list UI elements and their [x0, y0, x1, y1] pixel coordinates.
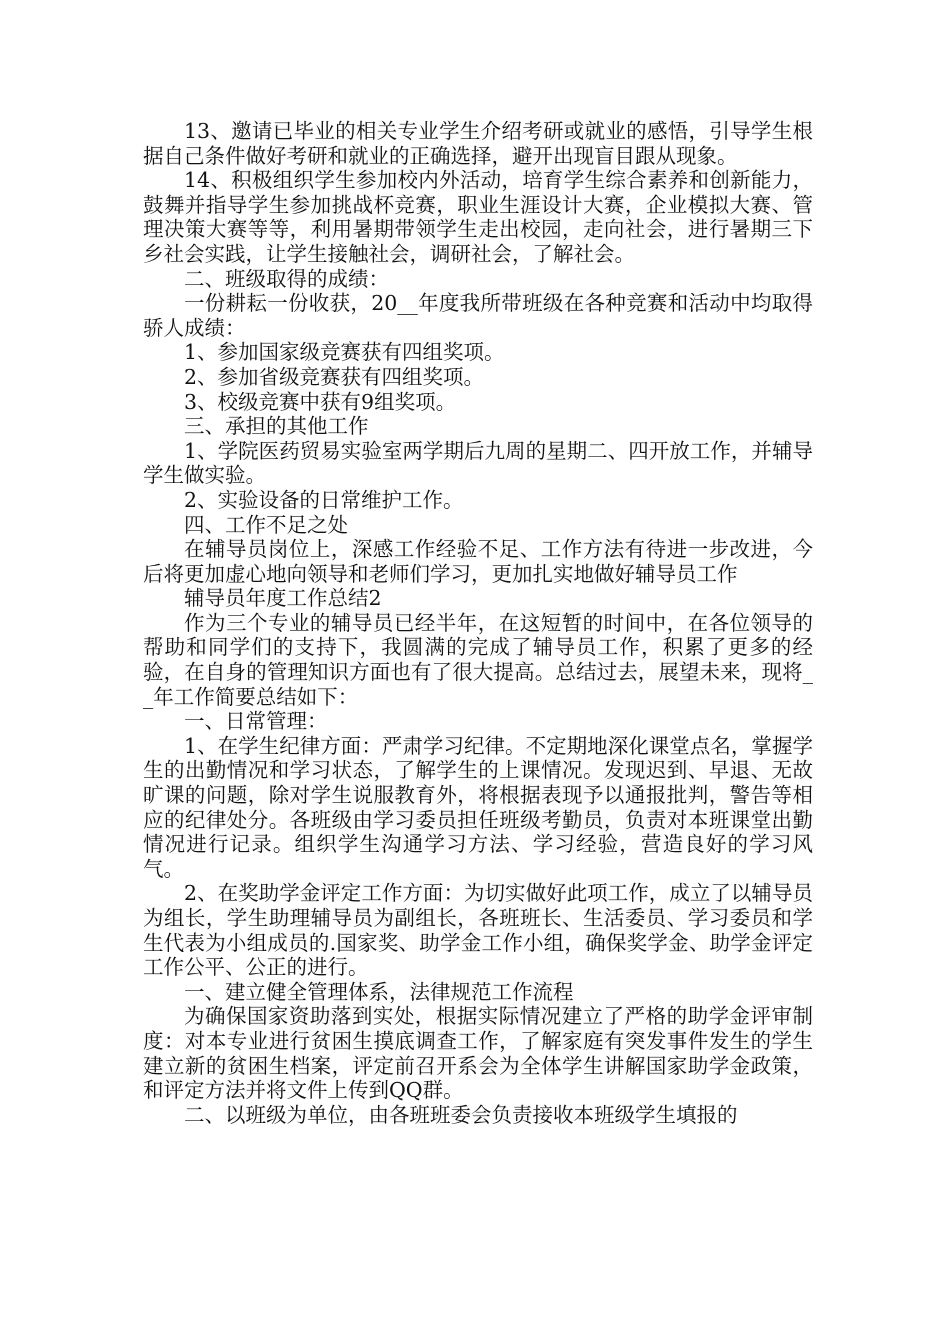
- list-item: 1、参加国家级竞赛获有四组奖项。: [184, 340, 505, 365]
- list-item: 1、在学生纪律方面：严肃学习纪律。不定期地深化课堂点名，掌握学生的出勤情况和学习状态，了解学生的上课情况。发现迟到、早退、无故旷课的问题，除对学生说服教育外，将根据表现予以通报批判，警告等相应的纪律处分。各班级由学习委员担任班级考勤员，负责对本班课堂出勤情况进行记录。组织学生沟通学习方法、学习经验，营造良好的学习风气。: [143, 733, 813, 881]
- section-heading: 三、承担的其他工作: [184, 414, 369, 439]
- paragraph: 一份耕耘一份收获，20__年度我所带班级在各种竞赛和活动中均取得骄人成绩：: [143, 291, 813, 340]
- section-heading: 二、班级取得的成绩：: [184, 266, 389, 291]
- list-item: 1、学院医药贸易实验室两学期后九周的星期二、四开放工作，并辅导学生做实验。: [143, 438, 813, 488]
- paragraph: 二、以班级为单位，由各班班委会负责接收本班级学生填报的: [184, 1102, 738, 1127]
- section-heading: 四、工作不足之处: [184, 512, 348, 537]
- paragraph: 在辅导员岗位上，深感工作经验不足、工作方法有待进一步改进，今后将更加虚心地向领导和老师们学习，更加扎实地做好辅导员工作: [143, 537, 813, 586]
- section-heading: 一、建立健全管理体系，法律规范工作流程: [184, 979, 574, 1004]
- list-item: 3、校级竞赛中获有9组奖项。: [184, 389, 457, 414]
- section-heading: 一、日常管理：: [184, 709, 328, 734]
- list-item: 2、参加省级竞赛获有四组奖项。: [184, 364, 485, 389]
- document-title: 辅导员年度工作总结2: [184, 586, 382, 611]
- paragraph: 为确保国家资助落到实处，根据实际情况建立了严格的助学金评审制度：对本专业进行贫困生摸底调查工作，了解家庭有突发事件发生的学生建立新的贫困生档案，评定前召开系会为全体学生讲解国家助学金政策，和评定方法并将文件上传到QQ群。: [143, 1004, 813, 1103]
- document-body: [143, 119, 813, 1127]
- list-item: 2、实验设备的日常维护工作。: [184, 487, 464, 512]
- paragraph: 13、邀请已毕业的相关专业学生介绍考研或就业的感悟，引导学生根据自己条件做好考研和就业的正确选择，避开出现盲目跟从现象。: [143, 119, 813, 168]
- paragraph: 14、积极组织学生参加校内外活动，培育学生综合素养和创新能力，鼓舞并指导学生参加挑战杯竞赛，职业生涯设计大赛，企业模拟大赛、管理决策大赛等等，利用暑期带领学生走出校园，走向社会，进行暑期三下乡社会实践，让学生接触社会，调研社会，了解社会。: [143, 168, 813, 266]
- list-item: 2、在奖助学金评定工作方面：为切实做好此项工作，成立了以辅导员为组长，学生助理辅导员为副组长，各班班长、生活委员、学习委员和学生代表为小组成员的.国家奖、助学金工作小组，确保奖学金、助学金评定工作公平、公正的进行。: [143, 881, 813, 980]
- paragraph: 作为三个专业的辅导员已经半年，在这短暂的时间中，在各位领导的帮助和同学们的支持下，我圆满的完成了辅导员工作，积累了更多的经验，在自身的管理知识方面也有了很大提高。总结过去，展望未来，现将__年工作简要总结如下：: [143, 610, 813, 709]
